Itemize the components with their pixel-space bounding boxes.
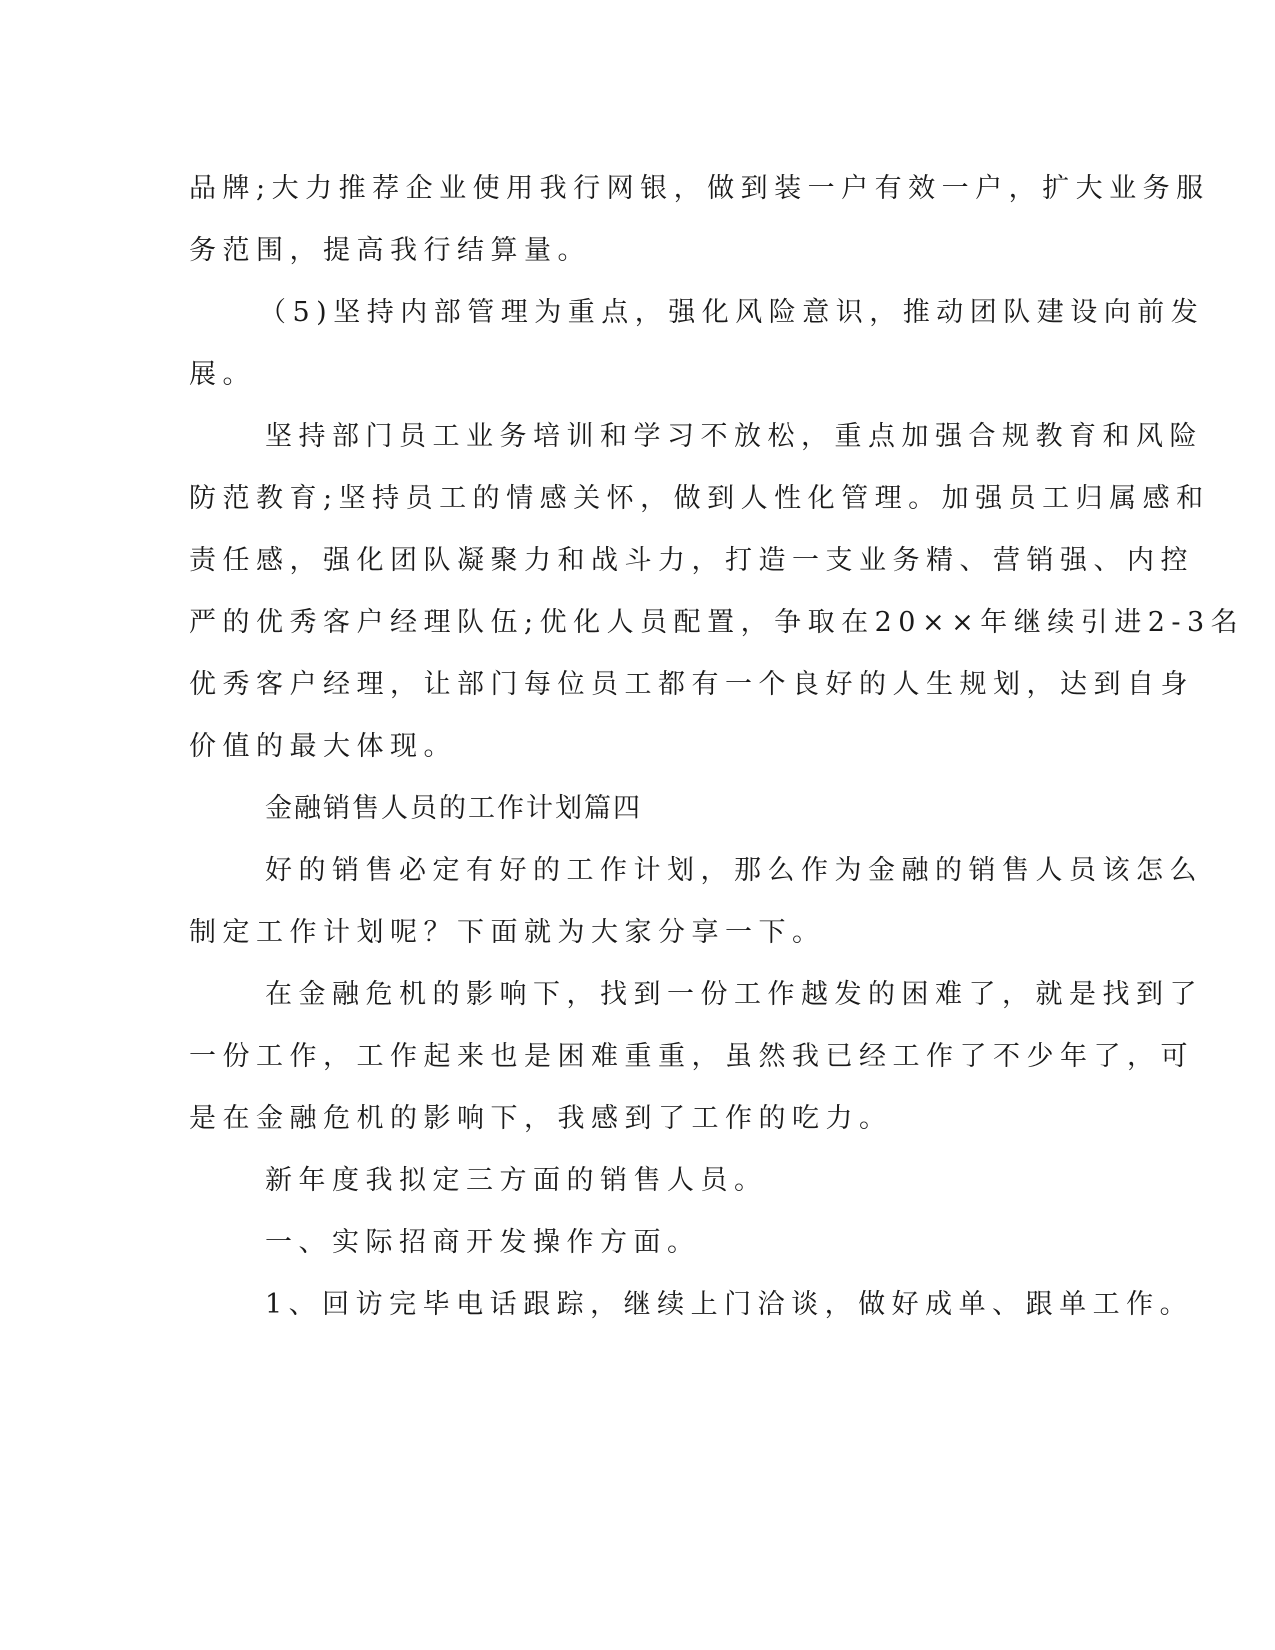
text-line: 制定工作计划呢？下面就为大家分享一下。 — [189, 917, 826, 948]
text-line: 一份工作，工作起来也是困难重重，虽然我已经工作了不少年了，可 — [189, 1041, 1194, 1072]
text-line: 是在金融危机的影响下，我感到了工作的吃力。 — [189, 1103, 893, 1134]
paragraph-start: 新年度我拟定三方面的销售人员。 — [265, 1165, 768, 1196]
list-item: 1、回访完毕电话跟踪，继续上门洽谈，做好成单、跟单工作。 — [265, 1289, 1194, 1320]
section-title: 金融销售人员的工作计划篇四 — [265, 793, 642, 824]
text-line: 责任感，强化团队凝聚力和战斗力，打造一支业务精、营销强、内控 — [189, 545, 1194, 576]
document-body — [189, 158, 1245, 1336]
text-line: 优秀客户经理，让部门每位员工都有一个良好的人生规划，达到自身 — [189, 669, 1194, 700]
text-line: 价值的最大体现。 — [189, 731, 457, 762]
text-line: 严的优秀客户经理队伍;优化人员配置，争取在20××年继续引进2-3名 — [189, 607, 1245, 638]
list-heading: 一、实际招商开发操作方面。 — [265, 1227, 701, 1258]
text-line: 展。 — [189, 359, 256, 390]
paragraph-start: 好的销售必定有好的工作计划，那么作为金融的销售人员该怎么 — [265, 855, 1203, 886]
paragraph-start: 坚持部门员工业务培训和学习不放松，重点加强合规教育和风险 — [265, 421, 1203, 452]
text-line: 务范围，提高我行结算量。 — [189, 235, 591, 266]
section-heading-5: （5)坚持内部管理为重点，强化风险意识，推动团队建设向前发 — [259, 297, 1205, 328]
paragraph-start: 在金融危机的影响下，找到一份工作越发的困难了，就是找到了 — [265, 979, 1203, 1010]
text-line: 防范教育;坚持员工的情感关怀，做到人性化管理。加强员工归属感和 — [189, 483, 1210, 514]
text-line: 品牌;大力推荐企业使用我行网银，做到装一户有效一户，扩大业务服 — [189, 173, 1210, 204]
